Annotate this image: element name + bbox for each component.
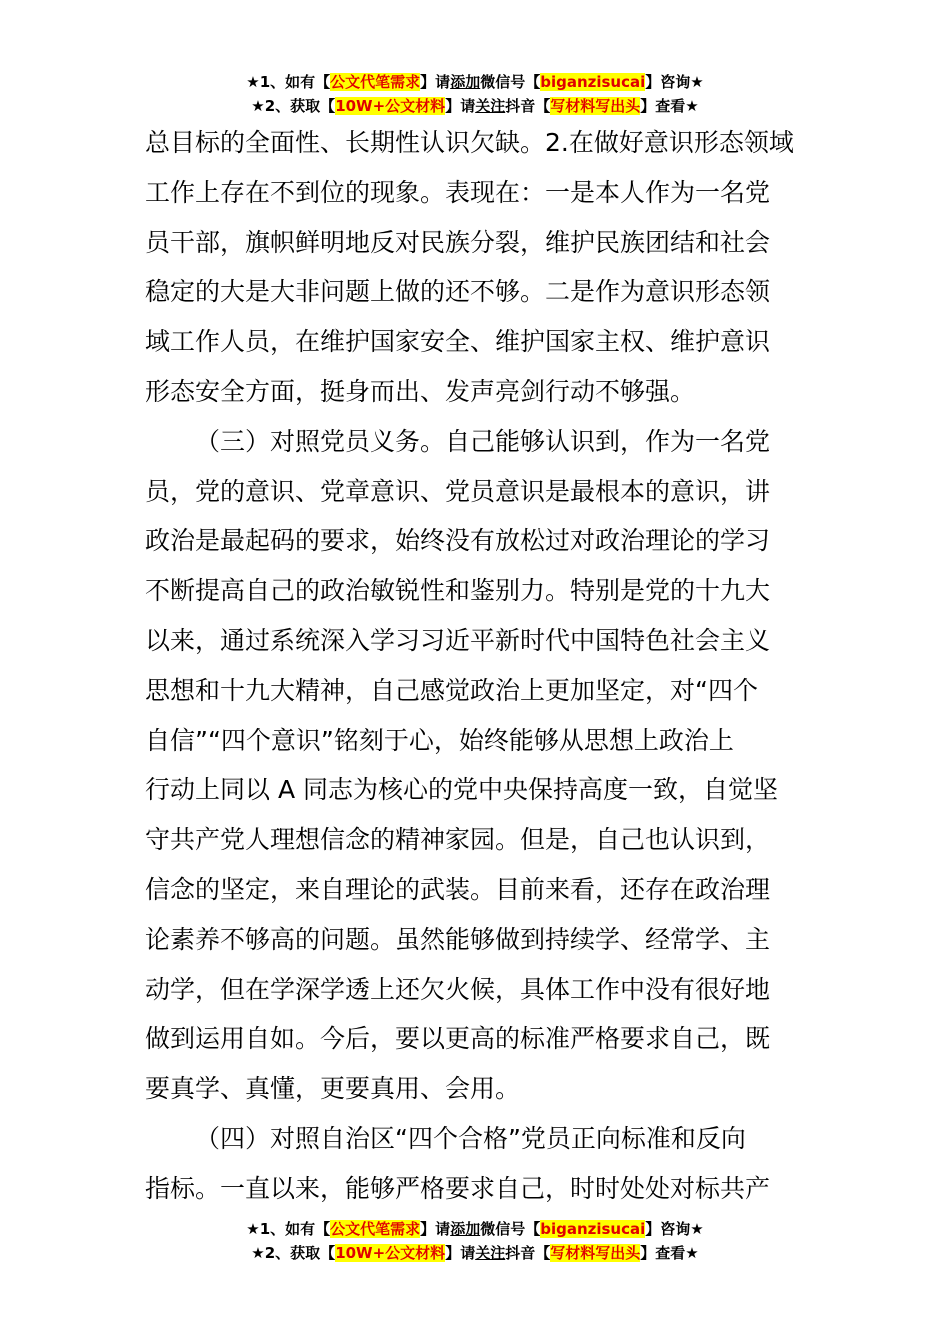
highlight-materials: 10W+公文材料 bbox=[335, 1244, 446, 1262]
banner-line-2: ★2、获取【10W+公文材料】请关注抖音【写材料写出头】查看★ bbox=[251, 97, 699, 115]
text-line: 做到运用自如。今后，要以更高的标准严格要求自己，既 bbox=[145, 1024, 771, 1054]
banner-line-2: ★2、获取【10W+公文材料】请关注抖音【写材料写出头】查看★ bbox=[251, 1244, 699, 1262]
document-body bbox=[145, 118, 807, 1214]
text-line: 论素养不够高的问题。虽然能够做到持续学、经常学、主 bbox=[145, 924, 771, 954]
highlight-service: 公文代笔需求 bbox=[330, 1220, 421, 1238]
text-line: 自信”“四个意识”铭刻于心，始终能够从思想上政治上 bbox=[145, 725, 734, 755]
text-line: 行动上同以 A 同志为核心的党中央保持高度一致，自觉坚 bbox=[145, 775, 778, 805]
text-line: 以来，通过系统深入学习习近平新时代中国特色社会主义 bbox=[145, 625, 771, 655]
text-line: 形态安全方面，挺身而出、发声亮剑行动不够强。 bbox=[145, 376, 696, 406]
text-line: 不断提高自己的政治敏锐性和鉴别力。特别是党的十九大 bbox=[145, 576, 771, 606]
header-banner bbox=[0, 70, 950, 118]
text-line: 域工作人员，在维护国家安全、维护国家主权、维护意识 bbox=[145, 327, 771, 357]
paragraph-4 bbox=[145, 1114, 807, 1214]
highlight-service: 公文代笔需求 bbox=[330, 73, 421, 91]
text-line: 信念的坚定，来自理论的武装。目前来看，还存在政治理 bbox=[145, 874, 771, 904]
text-line: （三）对照党员义务。自己能够认识到，作为一名党 bbox=[195, 426, 771, 456]
text-line: 思想和十九大精神，自己感觉政治上更加坚定，对“四个 bbox=[145, 675, 758, 705]
highlight-douyin-account: 写材料写出头 bbox=[550, 97, 641, 115]
text-line: 政治是最起码的要求，始终没有放松过对政治理论的学习 bbox=[145, 526, 771, 556]
text-line: 员干部，旗帜鲜明地反对民族分裂，维护民族团结和社会 bbox=[145, 227, 771, 257]
text-line: 动学，但在学深学透上还欠火候，具体工作中没有很好地 bbox=[145, 974, 771, 1004]
text-line: （四）对照自治区“四个合格”党员正向标准和反向 bbox=[195, 1123, 746, 1153]
text-line: 要真学、真懂，更要真用、会用。 bbox=[145, 1074, 521, 1104]
banner-line-1: ★1、如有【公文代笔需求】请添加微信号【biganzisucai】咨询★ bbox=[246, 73, 704, 91]
banner-line-1: ★1、如有【公文代笔需求】请添加微信号【biganzisucai】咨询★ bbox=[246, 1220, 704, 1238]
text-line: 工作上存在不到位的现象。表现在：一是本人作为一名党 bbox=[145, 177, 771, 207]
text-line: 总目标的全面性、长期性认识欠缺。2.在做好意识形态领域 bbox=[145, 128, 794, 157]
text-line: 指标。一直以来，能够严格要求自己，时时处处对标共产 bbox=[145, 1173, 771, 1203]
highlight-wechat-id: biganzisucai bbox=[540, 1220, 646, 1238]
highlight-douyin-account: 写材料写出头 bbox=[550, 1244, 641, 1262]
text-line: 守共产党人理想信念的精神家园。但是，自己也认识到， bbox=[145, 825, 771, 855]
highlight-wechat-id: biganzisucai bbox=[540, 73, 646, 91]
highlight-materials: 10W+公文材料 bbox=[335, 97, 446, 115]
text-line: 员，党的意识、党章意识、党员意识是最根本的意识，讲 bbox=[145, 476, 771, 506]
paragraph-2 bbox=[145, 118, 807, 417]
footer-banner bbox=[0, 1217, 950, 1265]
text-line: 稳定的大是大非问题上做的还不够。二是作为意识形态领 bbox=[145, 277, 771, 307]
paragraph-3 bbox=[145, 417, 807, 1114]
